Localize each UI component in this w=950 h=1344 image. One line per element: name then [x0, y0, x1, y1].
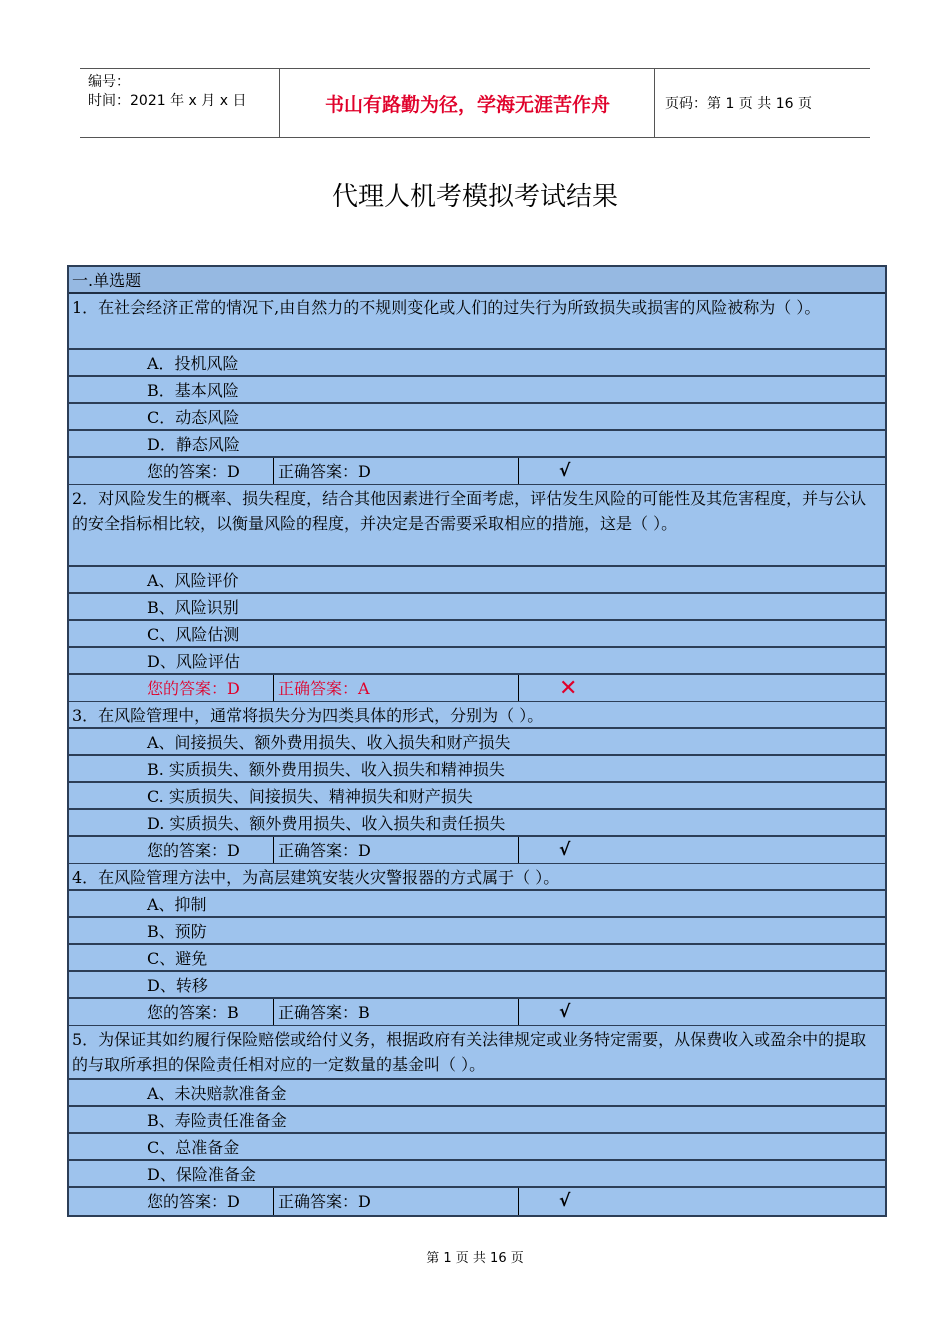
- option-item: B、寿险责任准备金: [69, 1107, 885, 1134]
- option-item: C、风险估测: [69, 621, 885, 648]
- your-answer: 您的答案：D: [69, 675, 274, 701]
- option-item: B、风险识别: [69, 594, 885, 621]
- option-item: A．投机风险: [69, 350, 885, 377]
- cross-mark-icon: ✕: [559, 676, 578, 701]
- header-motto: 书山有路勤为径，学海无涯苦作舟: [281, 69, 655, 137]
- correct-answer: 正确答案：D: [274, 458, 519, 484]
- option-item: A、风险评价: [69, 567, 885, 594]
- answer-row: [69, 999, 885, 1026]
- option-item: D. 实质损失、额外费用损失、收入损失和责任损失: [69, 810, 885, 837]
- option-item: D．静态风险: [69, 431, 885, 458]
- option-item: C、总准备金: [69, 1134, 885, 1161]
- option-item: D、风险评估: [69, 648, 885, 675]
- answer-row: [69, 458, 885, 485]
- option-item: A、未决赔款准备金: [69, 1080, 885, 1107]
- code-label: 编号：: [88, 74, 130, 90]
- section-heading: 一.单选题: [69, 267, 885, 294]
- answer-row: [69, 837, 885, 864]
- correct-answer: 正确答案：B: [274, 999, 519, 1025]
- check-mark-icon: √: [559, 1191, 571, 1211]
- correct-answer: 正确答案：D: [274, 1188, 519, 1215]
- question-text: 3．在风险管理中，通常将损失分为四类具体的形式，分别为（ ）。: [69, 702, 885, 729]
- question-text: 1．在社会经济正常的情况下,由自然力的不规则变化或人们的过失行为所致损失或损害的风险被称为（ ）。: [69, 294, 885, 350]
- exam-results-table: [67, 265, 887, 1217]
- question-text: 5．为保证其如约履行保险赔偿或给付义务，根据政府有关法律规定或业务特定需要，从保费收入或盈余中的提取的与取所承担的保险责任相对应的一定数量的基金叫（ ）。: [69, 1026, 885, 1080]
- your-answer: 您的答案：D: [69, 1188, 274, 1215]
- your-answer: 您的答案：D: [69, 458, 274, 484]
- header-page-info: 页码：第 1 页 共 16 页: [665, 96, 812, 112]
- page-footer: 第 1 页 共 16 页: [426, 1251, 524, 1266]
- check-mark-icon: √: [559, 1002, 571, 1022]
- time-label: 时间：2021 年 x 月 x 日: [88, 93, 247, 109]
- header-meta: [80, 69, 280, 137]
- answer-row: [69, 675, 885, 702]
- question-text: 4．在风险管理方法中，为高层建筑安装火灾警报器的方式属于（ ）。: [69, 864, 885, 891]
- your-answer: 您的答案：D: [69, 837, 274, 863]
- option-item: A、抑制: [69, 891, 885, 918]
- option-item: B、预防: [69, 918, 885, 945]
- answer-row: [69, 1188, 885, 1215]
- check-mark-icon: √: [559, 840, 571, 860]
- option-item: B. 实质损失、额外费用损失、收入损失和精神损失: [69, 756, 885, 783]
- question-text: 2．对风险发生的概率、损失程度，结合其他因素进行全面考虑，评估发生风险的可能性及其危害程度，并与公认的安全指标相比较，以衡量风险的程度，并决定是否需要采取相应的措施，这是（ ）。: [69, 485, 885, 567]
- correct-answer: 正确答案：A: [274, 675, 519, 701]
- option-item: C．动态风险: [69, 404, 885, 431]
- option-item: D、保险准备金: [69, 1161, 885, 1188]
- your-answer: 您的答案：B: [69, 999, 274, 1025]
- option-item: B．基本风险: [69, 377, 885, 404]
- option-item: C. 实质损失、间接损失、精神损失和财产损失: [69, 783, 885, 810]
- check-mark-icon: √: [559, 461, 571, 481]
- page-header: [80, 68, 870, 138]
- option-item: C、避免: [69, 945, 885, 972]
- option-item: D、转移: [69, 972, 885, 999]
- option-item: A、间接损失、额外费用损失、收入损失和财产损失: [69, 729, 885, 756]
- correct-answer: 正确答案：D: [274, 837, 519, 863]
- document-title: 代理人机考模拟考试结果: [331, 182, 618, 212]
